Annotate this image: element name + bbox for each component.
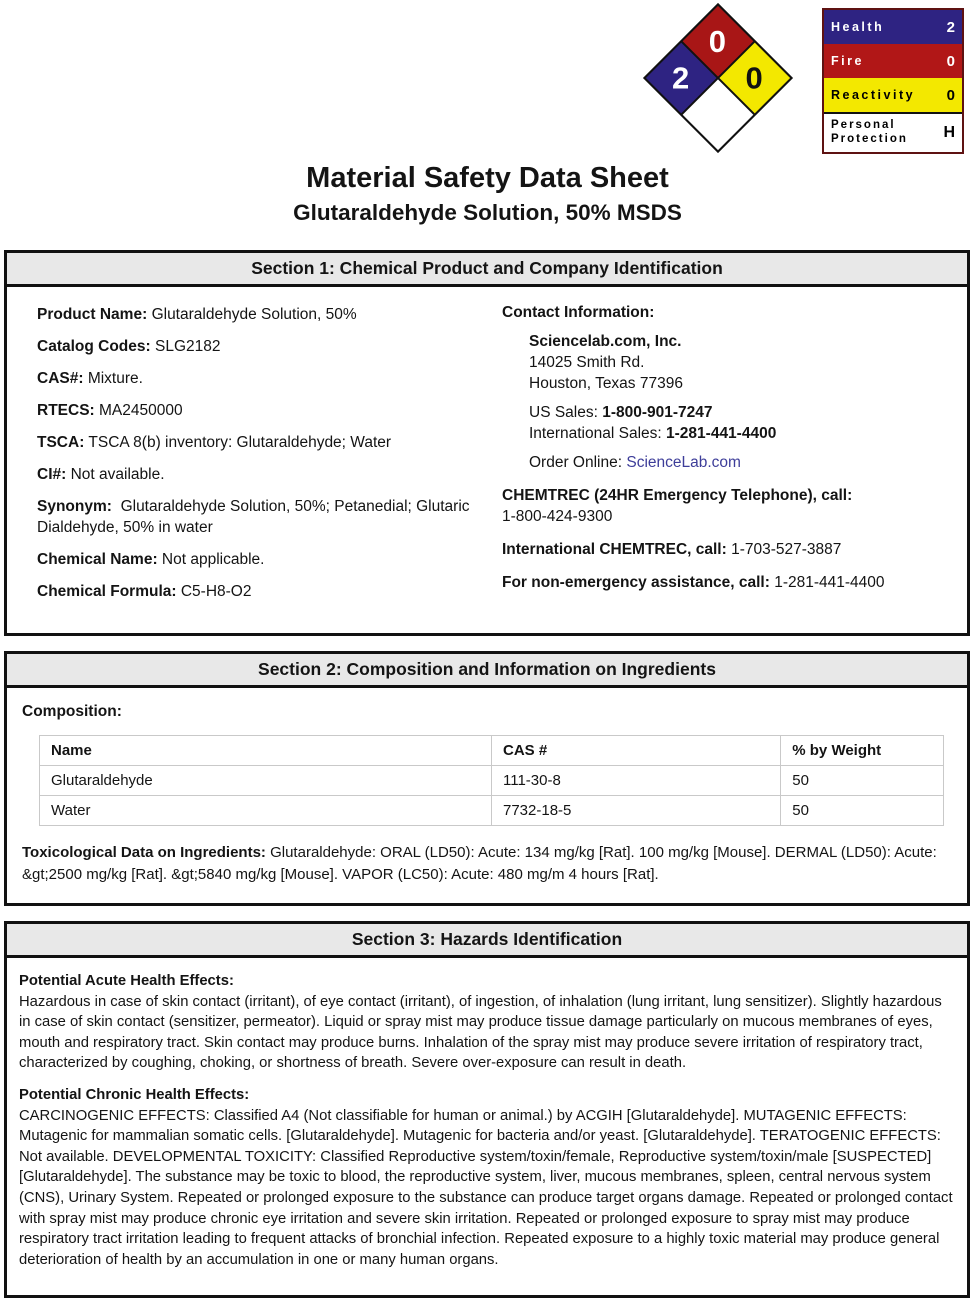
field-label: TSCA: (37, 434, 85, 451)
hazard-label-reactivity: Reactivity (831, 88, 916, 102)
field-value: MA2450000 (99, 402, 183, 419)
field-label: Product Name: (37, 306, 148, 323)
field-tsca (37, 432, 492, 453)
cell-cas: 7732-18-5 (492, 796, 781, 826)
us-sales-line: US Sales: 1-800-901-7247 (529, 404, 713, 421)
company-name: Sciencelab.com, Inc. (529, 333, 682, 350)
order-online-line: Order Online: ScienceLab.com (529, 454, 741, 471)
nfpa-diamond (644, 4, 788, 148)
field-product-name (37, 304, 492, 325)
company-street: 14025 Smith Rd. (529, 354, 645, 371)
section-1-left-column (37, 304, 492, 613)
non-emergency-number: 1-281-441-4400 (774, 574, 885, 591)
hazard-label-personal-protection: Personal Protection (831, 119, 908, 145)
section-1-title: Section 1: Chemical Product and Company Identification (7, 253, 967, 287)
section-1-body (7, 287, 967, 633)
field-label: Synonym: (37, 498, 112, 515)
intl-sales-number: 1-281-441-4400 (666, 425, 777, 442)
composition-label: Composition: (22, 703, 122, 720)
hazard-rating-table (822, 8, 964, 154)
composition-table (39, 735, 944, 826)
toxicological-data-text: Glutaraldehyde: ORAL (LD50): Acute: 134 mg/kg [Rat]. 100 mg/kg [Mouse]. DERMAL (LD50): Acute: &gt;2500 mg/kg [Rat]. &gt;5840 mg/kg [Mouse]. VAPOR (LC50): Acute: 480 mg/m 4 hours [Rat]. (22, 844, 937, 883)
field-value: Glutaraldehyde Solution, 50% (151, 306, 357, 323)
field-value: TSCA 8(b) inventory: Glutaraldehyde; Water (88, 434, 392, 451)
hazard-value-fire: 0 (946, 52, 955, 70)
top-banner (0, 0, 975, 152)
chronic-effects-text: CARCINOGENIC EFFECTS: Classified A4 (Not classifiable for human or animal.) by ACGIH [Glutaraldehyde]. MUTAGENIC EFFECTS: Mutagenic for mammalian somatic cells. [Glutaraldehyde]. Mutagenic for bacteria and/or yeast. [Glutaraldehyde]. TERATOGENIC EFFECTS: Not available. DEVELOPMENTAL TOXICITY: Classified Reproductive system/toxin/female, Reproductive system/toxin/male [SUSPECTED] [Glutaraldehyde]. The substance may be toxic to blood, the reproductive system, liver, mucous membranes, spleen, central nervous system (CNS), Urinary System. Repeated or prolonged exposure to the substance can produce target organs damage. Repeated or prolonged contact with spray mist may produce chronic eye irritation and severe skin irritation. Repeated or prolonged exposure to spray mist may produce respiratory tract irritation leading to frequent attacks of bronchial infection. Repeated exposure to a highly toxic material may produce general deterioration of health by an accumulation in one or many human organs. (19, 1107, 953, 1268)
cell-name: Water (40, 796, 492, 826)
field-ci (37, 464, 492, 485)
col-header-cas: CAS # (492, 736, 781, 766)
document-subtitle: Glutaraldehyde Solution, 50% MSDS (293, 200, 682, 225)
field-label: Catalog Codes: (37, 338, 151, 355)
us-sales-number: 1-800-901-7247 (602, 404, 713, 421)
intl-sales-line: International Sales: 1-281-441-4400 (529, 425, 777, 442)
nfpa-reactivity-rating: 0 (746, 60, 764, 96)
field-cas (37, 368, 492, 389)
hazard-row-personal-protection (824, 112, 962, 152)
field-label: CI#: (37, 466, 67, 483)
cell-cas: 111-30-8 (492, 766, 781, 796)
col-header-name: Name (40, 736, 492, 766)
non-emergency-line: For non-emergency assistance, call: 1-281-441-4400 (502, 574, 885, 591)
contact-information-heading: Contact Information: (502, 304, 655, 321)
sciencelab-link[interactable]: ScienceLab.com (626, 454, 741, 471)
table-row (40, 766, 944, 796)
intl-chemtrec-number: 1-703-527-3887 (731, 541, 842, 558)
section-2 (4, 651, 970, 906)
document-titles (0, 162, 975, 226)
toxicological-data-label: Toxicological Data on Ingredients: (22, 844, 266, 861)
section-3-body (7, 958, 967, 1295)
field-synonym (37, 496, 492, 538)
field-catalog-codes (37, 336, 492, 357)
section-3-title: Section 3: Hazards Identification (7, 924, 967, 958)
acute-effects-label: Potential Acute Health Effects: (19, 973, 234, 989)
nfpa-diamond-grid (643, 3, 793, 153)
chemtrec-line: CHEMTREC (24HR Emergency Telephone), call: 1-800-424-9300 (502, 487, 853, 525)
section-1-right-column (492, 304, 957, 613)
intl-chemtrec-line: International CHEMTREC, call: 1-703-527-3887 (502, 541, 842, 558)
cell-weight: 50 (781, 766, 944, 796)
field-label: Chemical Name: (37, 551, 158, 568)
document-title: Material Safety Data Sheet (306, 162, 669, 194)
section-2-title: Section 2: Composition and Information on Ingredients (7, 654, 967, 688)
field-chemical-name (37, 549, 492, 570)
field-label: CAS#: (37, 370, 84, 387)
nfpa-fire-rating: 0 (709, 23, 727, 59)
section-1 (4, 250, 970, 636)
field-value: Not available. (70, 466, 165, 483)
hazard-value-reactivity: 0 (946, 86, 955, 104)
hazard-value-personal-protection: H (943, 124, 955, 141)
cell-weight: 50 (781, 796, 944, 826)
field-value: Not applicable. (161, 551, 265, 568)
chronic-effects-label: Potential Chronic Health Effects: (19, 1086, 250, 1103)
hazard-row-reactivity (824, 78, 962, 112)
section-3 (4, 921, 970, 1298)
field-value: C5-H8-O2 (180, 583, 252, 600)
field-label: RTECS: (37, 402, 95, 419)
hazard-label-fire: Fire (831, 54, 864, 68)
toxicological-data-paragraph (22, 842, 952, 885)
hazard-row-fire (824, 44, 962, 78)
composition-header-row (40, 736, 944, 766)
field-label: Chemical Formula: (37, 583, 177, 600)
cell-name: Glutaraldehyde (40, 766, 492, 796)
hazard-label-health: Health (831, 20, 885, 34)
company-address-block (529, 331, 957, 473)
col-header-weight: % by Weight (781, 736, 944, 766)
field-chemical-formula (37, 581, 492, 602)
field-rtecs (37, 400, 492, 421)
nfpa-health-rating: 2 (672, 60, 690, 96)
acute-effects-text: Hazardous in case of skin contact (irritant), of eye contact (irritant), of ingestion, of inhalation (lung irritant, lung sensitizer). Slightly hazardous in case of skin contact (sensitizer, permeator). Liquid or spray mist may produce tissue damage particularly on mucous membranes of eyes, mouth and respiratory tract. Skin contact may produce burns. Inhalation of the spray mist may produce severe irritation of respiratory tract, characterized by coughing, choking, or shortness of breath. Severe over-exposure can result in death. (19, 993, 942, 1072)
hazard-value-health: 2 (946, 18, 955, 36)
field-value: SLG2182 (155, 338, 221, 355)
hazard-row-health (824, 10, 962, 44)
section-2-body (7, 688, 967, 903)
company-city: Houston, Texas 77396 (529, 375, 683, 392)
field-value: Mixture. (87, 370, 143, 387)
table-row (40, 796, 944, 826)
chemtrec-number: 1-800-424-9300 (502, 508, 613, 525)
field-value: Glutaraldehyde Solution, 50%; Petanedial; Glutaric Dialdehyde, 50% in water (37, 498, 470, 536)
